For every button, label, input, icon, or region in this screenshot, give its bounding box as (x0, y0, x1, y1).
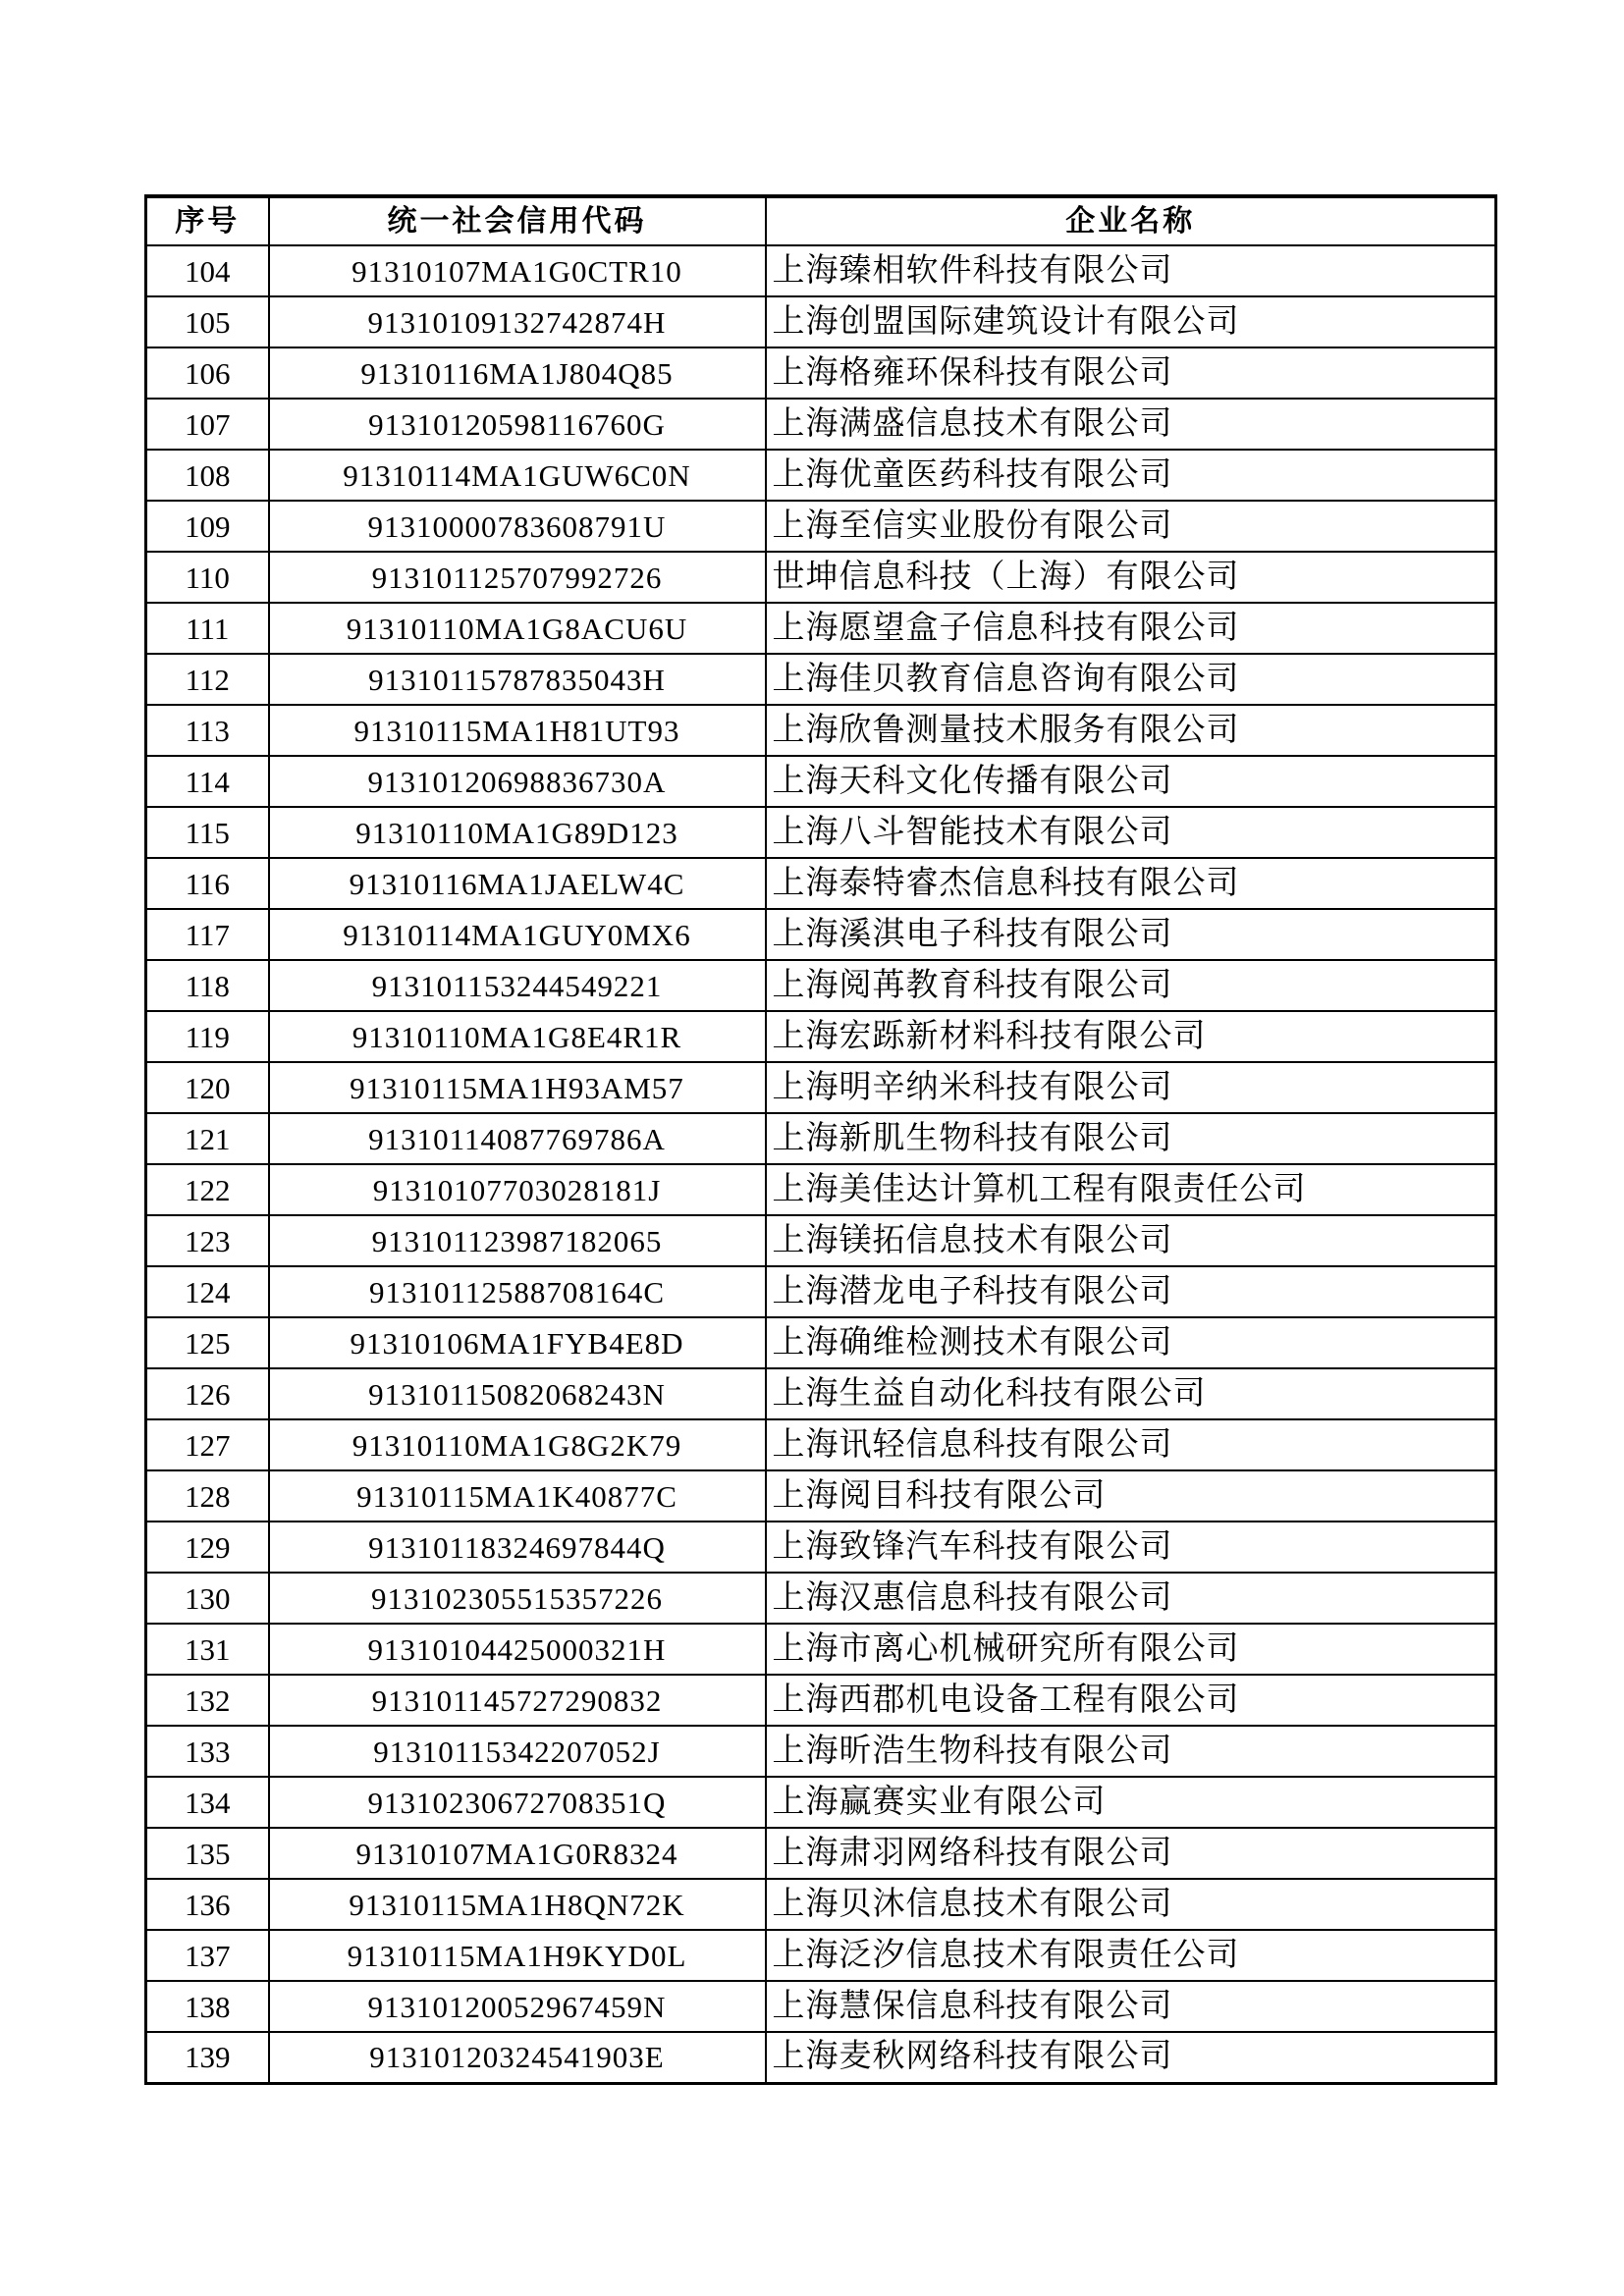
serial-number-cell: 117 (146, 909, 269, 960)
company-name-cell: 上海宏跞新材料科技有限公司 (766, 1011, 1496, 1062)
serial-number-cell: 128 (146, 1470, 269, 1522)
serial-number-cell: 119 (146, 1011, 269, 1062)
company-name-cell: 上海美佳达计算机工程有限责任公司 (766, 1164, 1496, 1215)
company-name-cell: 上海西郡机电设备工程有限公司 (766, 1675, 1496, 1726)
company-name-cell: 上海市离心机械研究所有限公司 (766, 1624, 1496, 1675)
table-row (146, 756, 1496, 807)
table-row (146, 1573, 1496, 1624)
table-row (146, 1470, 1496, 1522)
company-name-cell: 世坤信息科技（上海）有限公司 (766, 552, 1496, 603)
credit-code-cell: 91310120598116760G (269, 399, 766, 450)
table-row (146, 1113, 1496, 1164)
credit-code-cell: 91310115MA1H93AM57 (269, 1062, 766, 1113)
credit-code-cell: 91310115787835043H (269, 654, 766, 705)
table-row (146, 807, 1496, 858)
table-row (146, 1215, 1496, 1266)
credit-code-cell: 91310120698836730A (269, 756, 766, 807)
table-row (146, 552, 1496, 603)
serial-number-cell: 136 (146, 1879, 269, 1930)
table-row (146, 1317, 1496, 1368)
serial-number-cell: 137 (146, 1930, 269, 1981)
serial-number-cell: 134 (146, 1777, 269, 1828)
credit-code-cell: 91310115MA1K40877C (269, 1470, 766, 1522)
serial-number-cell: 113 (146, 705, 269, 756)
credit-code-cell: 91310115082068243N (269, 1368, 766, 1419)
header-serial-number: 序号 (146, 196, 269, 245)
credit-code-cell: 913101145727290832 (269, 1675, 766, 1726)
serial-number-cell: 121 (146, 1113, 269, 1164)
credit-code-cell: 91310114087769786A (269, 1113, 766, 1164)
credit-code-cell: 91310110MA1G8E4R1R (269, 1011, 766, 1062)
company-name-cell: 上海满盛信息技术有限公司 (766, 399, 1496, 450)
serial-number-cell: 104 (146, 245, 269, 296)
table-row (146, 909, 1496, 960)
serial-number-cell: 125 (146, 1317, 269, 1368)
serial-number-cell: 126 (146, 1368, 269, 1419)
table-row (146, 1726, 1496, 1777)
serial-number-cell: 108 (146, 450, 269, 501)
company-name-cell: 上海阅苒教育科技有限公司 (766, 960, 1496, 1011)
credit-code-cell: 91310230672708351Q (269, 1777, 766, 1828)
credit-code-cell: 91310116MA1J804Q85 (269, 347, 766, 399)
table-row (146, 1522, 1496, 1573)
table-row (146, 399, 1496, 450)
company-name-cell: 上海优童医药科技有限公司 (766, 450, 1496, 501)
company-name-cell: 上海欣鲁测量技术服务有限公司 (766, 705, 1496, 756)
table-header-row (146, 196, 1496, 245)
company-name-cell: 上海愿望盒子信息科技有限公司 (766, 603, 1496, 654)
table-row (146, 705, 1496, 756)
serial-number-cell: 129 (146, 1522, 269, 1573)
table-row (146, 1164, 1496, 1215)
company-name-cell: 上海昕浩生物科技有限公司 (766, 1726, 1496, 1777)
serial-number-cell: 118 (146, 960, 269, 1011)
credit-code-cell: 91310116MA1JAELW4C (269, 858, 766, 909)
serial-number-cell: 110 (146, 552, 269, 603)
credit-code-cell: 91310110MA1G89D123 (269, 807, 766, 858)
credit-code-cell: 913101153244549221 (269, 960, 766, 1011)
company-name-cell: 上海臻相软件科技有限公司 (766, 245, 1496, 296)
table-row (146, 501, 1496, 552)
company-name-cell: 上海佳贝教育信息咨询有限公司 (766, 654, 1496, 705)
serial-number-cell: 135 (146, 1828, 269, 1879)
company-name-cell: 上海泰特睿杰信息科技有限公司 (766, 858, 1496, 909)
serial-number-cell: 138 (146, 1981, 269, 2032)
credit-code-cell: 91310110MA1G8G2K79 (269, 1419, 766, 1470)
serial-number-cell: 112 (146, 654, 269, 705)
company-name-cell: 上海镁拓信息技术有限公司 (766, 1215, 1496, 1266)
company-name-cell: 上海格雍环保科技有限公司 (766, 347, 1496, 399)
serial-number-cell: 115 (146, 807, 269, 858)
serial-number-cell: 130 (146, 1573, 269, 1624)
company-name-cell: 上海贝沐信息技术有限公司 (766, 1879, 1496, 1930)
table-row (146, 858, 1496, 909)
table-row (146, 347, 1496, 399)
credit-code-cell: 91310115MA1H8QN72K (269, 1879, 766, 1930)
serial-number-cell: 114 (146, 756, 269, 807)
serial-number-cell: 107 (146, 399, 269, 450)
company-table-body (146, 245, 1496, 2083)
table-row (146, 1368, 1496, 1419)
table-row (146, 1266, 1496, 1317)
table-row (146, 1777, 1496, 1828)
company-name-cell: 上海溪淇电子科技有限公司 (766, 909, 1496, 960)
credit-code-cell: 91310120052967459N (269, 1981, 766, 2032)
table-row (146, 1419, 1496, 1470)
table-row (146, 1062, 1496, 1113)
serial-number-cell: 109 (146, 501, 269, 552)
company-name-cell: 上海麦秋网络科技有限公司 (766, 2032, 1496, 2083)
company-name-cell: 上海赢赛实业有限公司 (766, 1777, 1496, 1828)
table-row (146, 2032, 1496, 2083)
company-name-cell: 上海泛汐信息技术有限责任公司 (766, 1930, 1496, 1981)
table-row (146, 450, 1496, 501)
serial-number-cell: 132 (146, 1675, 269, 1726)
serial-number-cell: 139 (146, 2032, 269, 2083)
table-row (146, 296, 1496, 347)
credit-code-cell: 91310115MA1H81UT93 (269, 705, 766, 756)
table-row (146, 1930, 1496, 1981)
credit-code-cell: 91310115MA1H9KYD0L (269, 1930, 766, 1981)
credit-code-cell: 91310000783608791U (269, 501, 766, 552)
table-row (146, 1981, 1496, 2032)
table-row (146, 960, 1496, 1011)
credit-code-cell: 91310104425000321H (269, 1624, 766, 1675)
company-name-cell: 上海至信实业股份有限公司 (766, 501, 1496, 552)
table-row (146, 1675, 1496, 1726)
serial-number-cell: 111 (146, 603, 269, 654)
credit-code-cell: 91310107MA1G0CTR10 (269, 245, 766, 296)
company-name-cell: 上海阅目科技有限公司 (766, 1470, 1496, 1522)
table-row (146, 1624, 1496, 1675)
serial-number-cell: 123 (146, 1215, 269, 1266)
credit-code-cell: 91310114MA1GUY0MX6 (269, 909, 766, 960)
header-credit-code: 统一社会信用代码 (269, 196, 766, 245)
credit-code-cell: 91310114MA1GUW6C0N (269, 450, 766, 501)
credit-code-cell: 913101123987182065 (269, 1215, 766, 1266)
credit-code-cell: 913102305515357226 (269, 1573, 766, 1624)
credit-code-cell: 91310109132742874H (269, 296, 766, 347)
credit-code-cell: 91310120324541903E (269, 2032, 766, 2083)
company-name-cell: 上海致锋汽车科技有限公司 (766, 1522, 1496, 1573)
company-name-cell: 上海汉惠信息科技有限公司 (766, 1573, 1496, 1624)
table-row (146, 603, 1496, 654)
company-name-cell: 上海明辛纳米科技有限公司 (766, 1062, 1496, 1113)
table-row (146, 245, 1496, 296)
serial-number-cell: 131 (146, 1624, 269, 1675)
table-header (146, 196, 1496, 245)
serial-number-cell: 133 (146, 1726, 269, 1777)
serial-number-cell: 122 (146, 1164, 269, 1215)
company-name-cell: 上海慧保信息科技有限公司 (766, 1981, 1496, 2032)
serial-number-cell: 116 (146, 858, 269, 909)
credit-code-cell: 91310115342207052J (269, 1726, 766, 1777)
company-name-cell: 上海潜龙电子科技有限公司 (766, 1266, 1496, 1317)
company-name-cell: 上海创盟国际建筑设计有限公司 (766, 296, 1496, 347)
table-row (146, 1011, 1496, 1062)
company-name-cell: 上海天科文化传播有限公司 (766, 756, 1496, 807)
credit-code-cell: 91310107703028181J (269, 1164, 766, 1215)
credit-code-cell: 91310107MA1G0R8324 (269, 1828, 766, 1879)
credit-code-cell: 91310106MA1FYB4E8D (269, 1317, 766, 1368)
company-table (144, 194, 1497, 2085)
serial-number-cell: 124 (146, 1266, 269, 1317)
credit-code-cell: 91310118324697844Q (269, 1522, 766, 1573)
company-name-cell: 上海生益自动化科技有限公司 (766, 1368, 1496, 1419)
header-company-name: 企业名称 (766, 196, 1496, 245)
table-row (146, 654, 1496, 705)
company-name-cell: 上海讯轻信息科技有限公司 (766, 1419, 1496, 1470)
company-name-cell: 上海八斗智能技术有限公司 (766, 807, 1496, 858)
credit-code-cell: 91310112588708164C (269, 1266, 766, 1317)
serial-number-cell: 106 (146, 347, 269, 399)
table-row (146, 1828, 1496, 1879)
serial-number-cell: 105 (146, 296, 269, 347)
credit-code-cell: 913101125707992726 (269, 552, 766, 603)
company-name-cell: 上海新肌生物科技有限公司 (766, 1113, 1496, 1164)
table-row (146, 1879, 1496, 1930)
company-name-cell: 上海确维检测技术有限公司 (766, 1317, 1496, 1368)
serial-number-cell: 127 (146, 1419, 269, 1470)
serial-number-cell: 120 (146, 1062, 269, 1113)
company-name-cell: 上海肃羽网络科技有限公司 (766, 1828, 1496, 1879)
credit-code-cell: 91310110MA1G8ACU6U (269, 603, 766, 654)
